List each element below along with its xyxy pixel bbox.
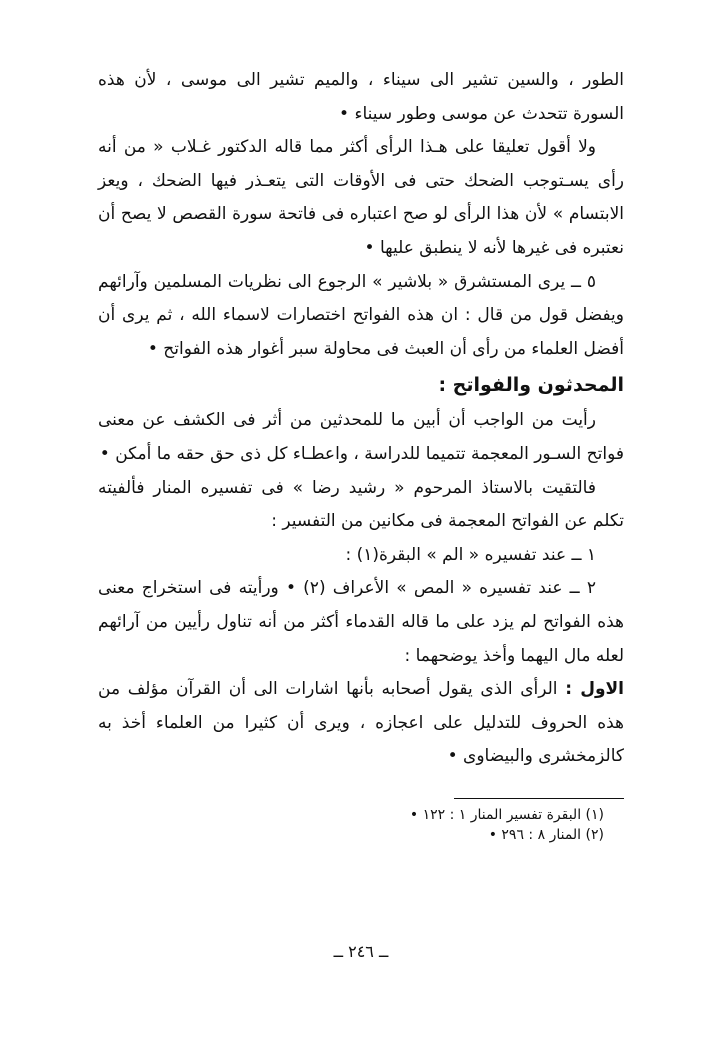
footnote-divider [454, 798, 624, 799]
page-number: ــ ٢٤٦ ــ [333, 942, 389, 961]
list-item: ١ ــ عند تفسيره « الم » البقرة(١) : [345, 544, 596, 565]
footnote: (١) البقرة تفسير المنار ١ : ١٢٢ • [409, 806, 604, 823]
footnotes [98, 805, 624, 845]
paragraph: فالتقيت بالاستاذ المرحوم « رشيد رضا » فى تفسيره المنار فألفيته تكلم عن الفواتح المعجمة فى مكانين من التفسير : [98, 477, 624, 532]
first-view-text: الرأى الذى يقول أصحابه بأنها اشارات الى أن القرآن مؤلف من هذه الحروف للتدليل على اعجازه ، ويرى أن كثيرا من العلماء أخذ به كالزمخشرى والبيضاوى • [98, 679, 624, 767]
paragraph: ٥ ــ يرى المستشرق « بلاشير » الرجوع الى نظريات المسلمين وآرائهم ويفضل قول من قال : ان هذه الفواتح اختصارات لاسماء الله ، ثم يرى أن أفضل العلماء من رأى أن العبث فى محاولة سبر أغوار هذه الفواتح • [98, 271, 624, 359]
section-heading: المحدثون والفواتح : [438, 374, 624, 397]
first-view-paragraph [98, 673, 624, 774]
body-text [98, 64, 624, 774]
footnote: (٢) المنار ٨ : ٢٩٦ • [488, 826, 604, 843]
list-item: ٢ ــ عند تفسيره « المص » الأعراف (٢) • ورأيته فى استخراج معنى هذه الفواتح لم يزد على ما قاله القدماء أكثر من أنه تناول رأيين من آرائهم لعله مال اليهما وأخذ يوضحهما : [98, 578, 624, 666]
paragraph: رأيت من الواجب أن أبين ما للمحدثين من أثر فى الكشف عن معنى فواتح السـور المعجمة تتميما للدراسة ، واعطـاء كل ذى حق حقه ما أمكن • [98, 410, 624, 464]
paragraph: الطور ، والسين تشير الى سيناء ، والميم تشير الى موسى ، لأن هذه السورة تتحدث عن موسى وطور سيناء • [98, 70, 624, 124]
first-view-label: الاول : [565, 679, 624, 700]
paragraph: ولا أقول تعليقا على هـذا الرأى أكثر مما قاله الدكتور غـلاب « من أنه رأى يسـتوجب الضحك حتى فى الأوقات التى يتعـذر فيها الضحك ، ويعز الابتسام » لأن هذا الرأى لو صح اعتباره فى فاتحة سورة القصص لا يصح أن نعتبره فى غيرها لأنه لا ينطبق عليها • [98, 137, 624, 258]
